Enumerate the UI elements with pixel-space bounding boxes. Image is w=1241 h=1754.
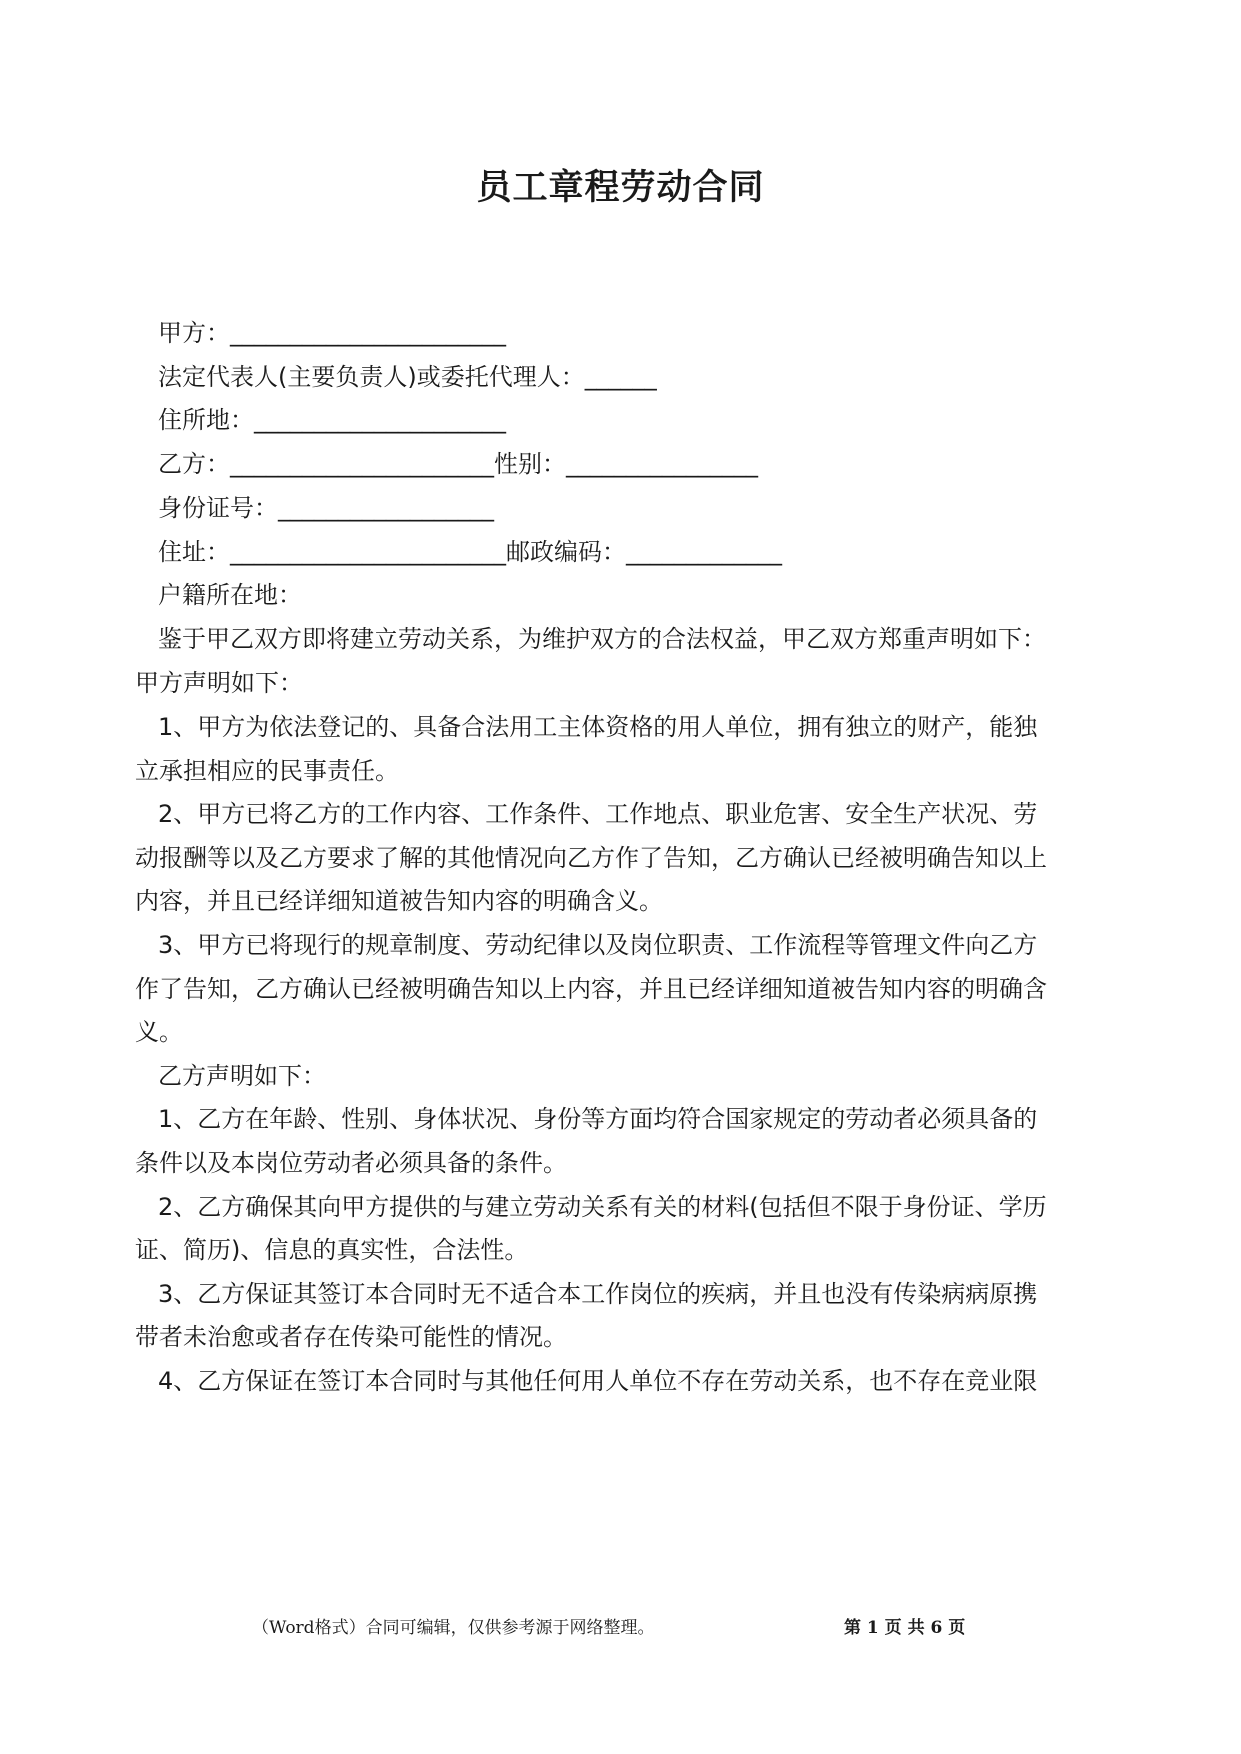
party-a-address-field: 住所地：_____________________: [158, 406, 506, 434]
party-b-clause-2-line-1: 2、乙方确保其向甲方提供的与建立劳动关系有关的材料(包括但不限于身份证、学历: [158, 1193, 1047, 1221]
party-b-clause-1-line-1: 1、乙方在年龄、性别、身体状况、身份等方面均符合国家规定的劳动者必须具备的: [158, 1105, 1038, 1133]
party-a-clause-3-line-3: 义。: [135, 1018, 183, 1046]
document-title: 员工章程劳动合同: [476, 168, 765, 208]
party-a-clause-1-line-1: 1、甲方为依法登记的、具备合法用工主体资格的用人单位，拥有独立的财产，能独: [158, 713, 1038, 741]
party-b-clause-3-line-1: 3、乙方保证其签订本合同时无不适合本工作岗位的疾病，并且也没有传染病病原携: [158, 1280, 1038, 1308]
party-a-clause-2-line-2: 动报酬等以及乙方要求了解的其他情况向乙方作了告知，乙方确认已经被明确告知以上: [135, 844, 1047, 872]
party-a-clause-2-line-1: 2、甲方已将乙方的工作内容、工作条件、工作地点、职业危害、安全生产状况、劳: [158, 800, 1038, 828]
party-b-clause-1-line-2: 条件以及本岗位劳动者必须具备的条件。: [135, 1149, 567, 1177]
party-b-clause-4-line-1: 4、乙方保证在签订本合同时与其他任何用人单位不存在劳动关系，也不存在竞业限: [158, 1367, 1038, 1395]
party-a-clause-1-line-2: 立承担相应的民事责任。: [135, 757, 399, 785]
party-a-clause-3-line-2: 作了告知，乙方确认已经被明确告知以上内容，并且已经详细知道被告知内容的明确含: [135, 975, 1047, 1003]
legal-representative-field: 法定代表人(主要负责人)或委托代理人：______: [158, 363, 657, 391]
party-a-clause-3-line-1: 3、甲方已将现行的规章制度、劳动纪律以及岗位职责、工作流程等管理文件向乙方: [158, 931, 1038, 959]
party-a-field: 甲方：_______________________: [158, 319, 506, 347]
party-b-clause-2-line-2: 证、简历)、信息的真实性，合法性。: [135, 1236, 529, 1264]
party-b-gender-field: 乙方：______________________性别：________________: [158, 450, 758, 478]
party-a-declaration-heading: 甲方声明如下：: [135, 669, 303, 697]
page-number: 第 1 页 共 6 页: [844, 1618, 966, 1638]
preamble-line: 鉴于甲乙双方即将建立劳动关系，为维护双方的合法权益，甲乙双方郑重声明如下：: [158, 625, 1046, 653]
party-b-clause-3-line-2: 带者未治愈或者存在传染可能性的情况。: [135, 1323, 567, 1351]
party-b-declaration-heading: 乙方声明如下：: [158, 1062, 326, 1090]
address-postcode-field: 住址：_______________________邮政编码：_____________: [158, 538, 782, 566]
household-registration-field: 户籍所在地：: [158, 581, 302, 609]
footer-note: （Word格式）合同可编辑，仅供参考源于网络整理。: [252, 1618, 655, 1638]
party-a-clause-2-line-3: 内容，并且已经详细知道被告知内容的明确含义。: [135, 887, 663, 915]
id-number-field: 身份证号：__________________: [158, 494, 494, 522]
